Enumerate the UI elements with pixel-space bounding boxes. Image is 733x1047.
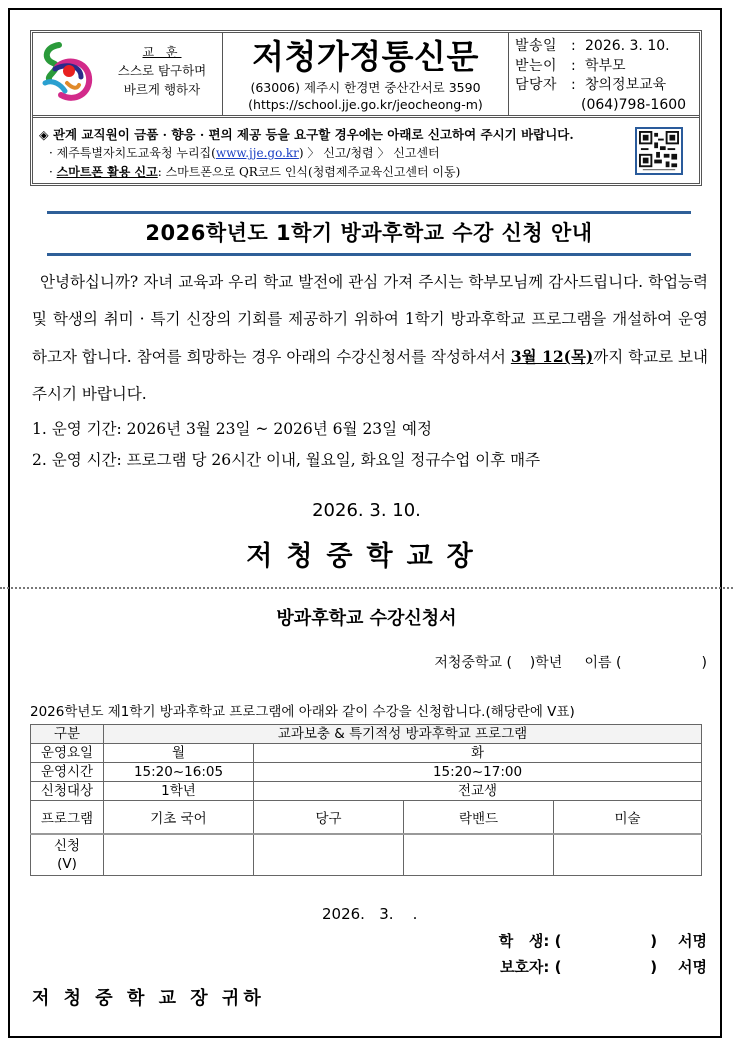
cell-program: 기초 국어 [104, 801, 254, 834]
principal-signature: 저청중학교장 [246, 541, 487, 572]
intro-text: 안녕하십니까? 자녀 교육과 우리 학교 발전에 관심 가져 주시는 학부모님께 감사드립니다. 학업능력 및 학생의 취미 · 특기 신장의 기회를 제공하기 위하여 1학기 방과후학교 프로그램을 개설하여 운영하고자 합니다. 참여를 희망하는 경우 아래의 수강신청서를 작성하셔서 [32, 273, 708, 366]
cell-time-tue: 15:20~17:00 [254, 763, 702, 782]
info-recipient [515, 57, 699, 77]
cell-target-tue: 전교생 [254, 782, 702, 801]
cell-day-mon: 월 [104, 744, 254, 763]
check-label-2: (V) [57, 855, 77, 872]
info-value: 학부모 [585, 57, 626, 74]
details-list [32, 414, 708, 476]
motto-title: 교 훈 [142, 45, 182, 59]
notice-text: ) 〉 신고/청렴 〉 신고센터 [298, 146, 440, 160]
cell-target-mon: 1학년 [104, 782, 254, 801]
notice-bullet: · [49, 165, 57, 179]
addressee: 저 청 중 학 교 장 귀하 [32, 988, 265, 1009]
cell-program: 미술 [554, 801, 702, 834]
check-cell-art[interactable] [554, 834, 702, 876]
motto-line-2: 바르게 행하자 [123, 82, 201, 97]
deadline: 3월 12(목) [510, 347, 594, 366]
header-top-row [33, 33, 699, 118]
detail-time: 2. 운영 시간: 프로그램 당 26시간 이내, 월요일, 화요일 정규수업 이후 매주 [32, 451, 541, 469]
program-application-table [30, 724, 702, 876]
check-cell-billiards[interactable] [254, 834, 404, 876]
jje-website-link[interactable]: www.jje.go.kr [215, 146, 299, 160]
notice-text: · 제주특별자치도교육청 누리집( [49, 146, 216, 160]
table-row-program [31, 801, 702, 834]
form-intro: 2026학년도 제1학기 방과후학교 프로그램에 아래와 같이 수강을 신청합니다.(해당란에 V표) [30, 704, 575, 720]
qr-code-icon[interactable] [635, 127, 683, 175]
table-row-day [31, 744, 702, 763]
check-cell-korean[interactable] [104, 834, 254, 876]
info-cell [509, 33, 699, 115]
sign-date: 2026. 3. . [322, 905, 418, 923]
detail-period: 1. 운영 기간: 2026년 3월 23일 ~ 2026년 6월 23일 예정 [32, 420, 433, 438]
school-logo-icon [37, 39, 97, 105]
motto-cell [33, 33, 223, 115]
notice-main: ◈ 관계 교직원이 금품 · 향응 · 편의 제공 등을 요구할 경우에는 아래로 신고하여 주시기 바랍니다. [39, 127, 574, 142]
cell-label: 운영시간 [31, 763, 104, 782]
info-value: 2026. 3. 10. [585, 38, 670, 54]
student-signature-field[interactable]: 학 생: ( ) 서명 [498, 932, 707, 950]
intro-text-end: 까지 학교로 보내주시기 바랍니다. [32, 348, 709, 403]
cell-label: 신청대상 [31, 782, 104, 801]
info-key: 발송일 [515, 38, 558, 54]
notice-line-smartphone [39, 163, 693, 182]
anti-corruption-notice [33, 121, 699, 183]
document-title-bar [47, 211, 691, 256]
newsletter-title: 저청가정통신문 [252, 37, 479, 76]
table-row-time [31, 763, 702, 782]
cell-day-tue: 화 [254, 744, 702, 763]
info-colon: : [571, 77, 576, 93]
school-address: (63006) 제주시 한경면 중산간서로 3590 [250, 80, 481, 95]
intro-paragraph [32, 264, 708, 413]
issue-date: 2026. 3. 10. [312, 500, 421, 521]
info-colon: : [571, 38, 576, 54]
info-colon: : [571, 57, 576, 74]
cell-program: 락밴드 [404, 801, 554, 834]
form-title: 방과후학교 수강신청서 [276, 608, 457, 629]
student-info-field[interactable]: 저청중학교 ( )학년 이름 ( ) [434, 655, 707, 671]
info-value: 창의정보교육 [585, 77, 667, 93]
info-contact [515, 76, 699, 96]
cell-check-label [31, 834, 104, 876]
cell-label: 운영요일 [31, 744, 104, 763]
school-website[interactable]: (https://school.jje.go.kr/jeocheong-m) [248, 97, 483, 112]
table-row-header [31, 725, 702, 744]
cut-line-divider [0, 587, 733, 589]
check-label-1: 신청 [53, 837, 81, 854]
motto-line-1: 스스로 탐구하며 [117, 63, 207, 78]
info-key: 받는이 [515, 57, 558, 74]
title-cell [223, 33, 509, 115]
info-key: 담당자 [515, 77, 558, 93]
cell-header-value: 교과보충 & 특기적성 방과후학교 프로그램 [104, 725, 702, 744]
cell-program: 당구 [254, 801, 404, 834]
notice-text: : 스마트폰으로 QR코드 인식(청렴제주교육신고센터 이동) [157, 165, 461, 179]
table-row-target [31, 782, 702, 801]
contact-phone: (064)798-1600 [581, 96, 687, 113]
newsletter-header [30, 30, 702, 186]
cell-label: 프로그램 [31, 801, 104, 834]
check-cell-rockband[interactable] [404, 834, 554, 876]
table-row-check [31, 834, 702, 876]
cell-label: 구분 [31, 725, 104, 744]
smartphone-report-label: 스마트폰 활용 신고 [56, 165, 158, 179]
school-motto [103, 43, 221, 99]
info-send-date [515, 37, 699, 57]
notice-line-website [39, 144, 693, 163]
cell-time-mon: 15:20~16:05 [104, 763, 254, 782]
document-title: 2026학년도 1학기 방과후학교 수강 신청 안내 [145, 221, 593, 245]
parent-signature-field[interactable]: 보호자: ( ) 서명 [499, 958, 707, 976]
